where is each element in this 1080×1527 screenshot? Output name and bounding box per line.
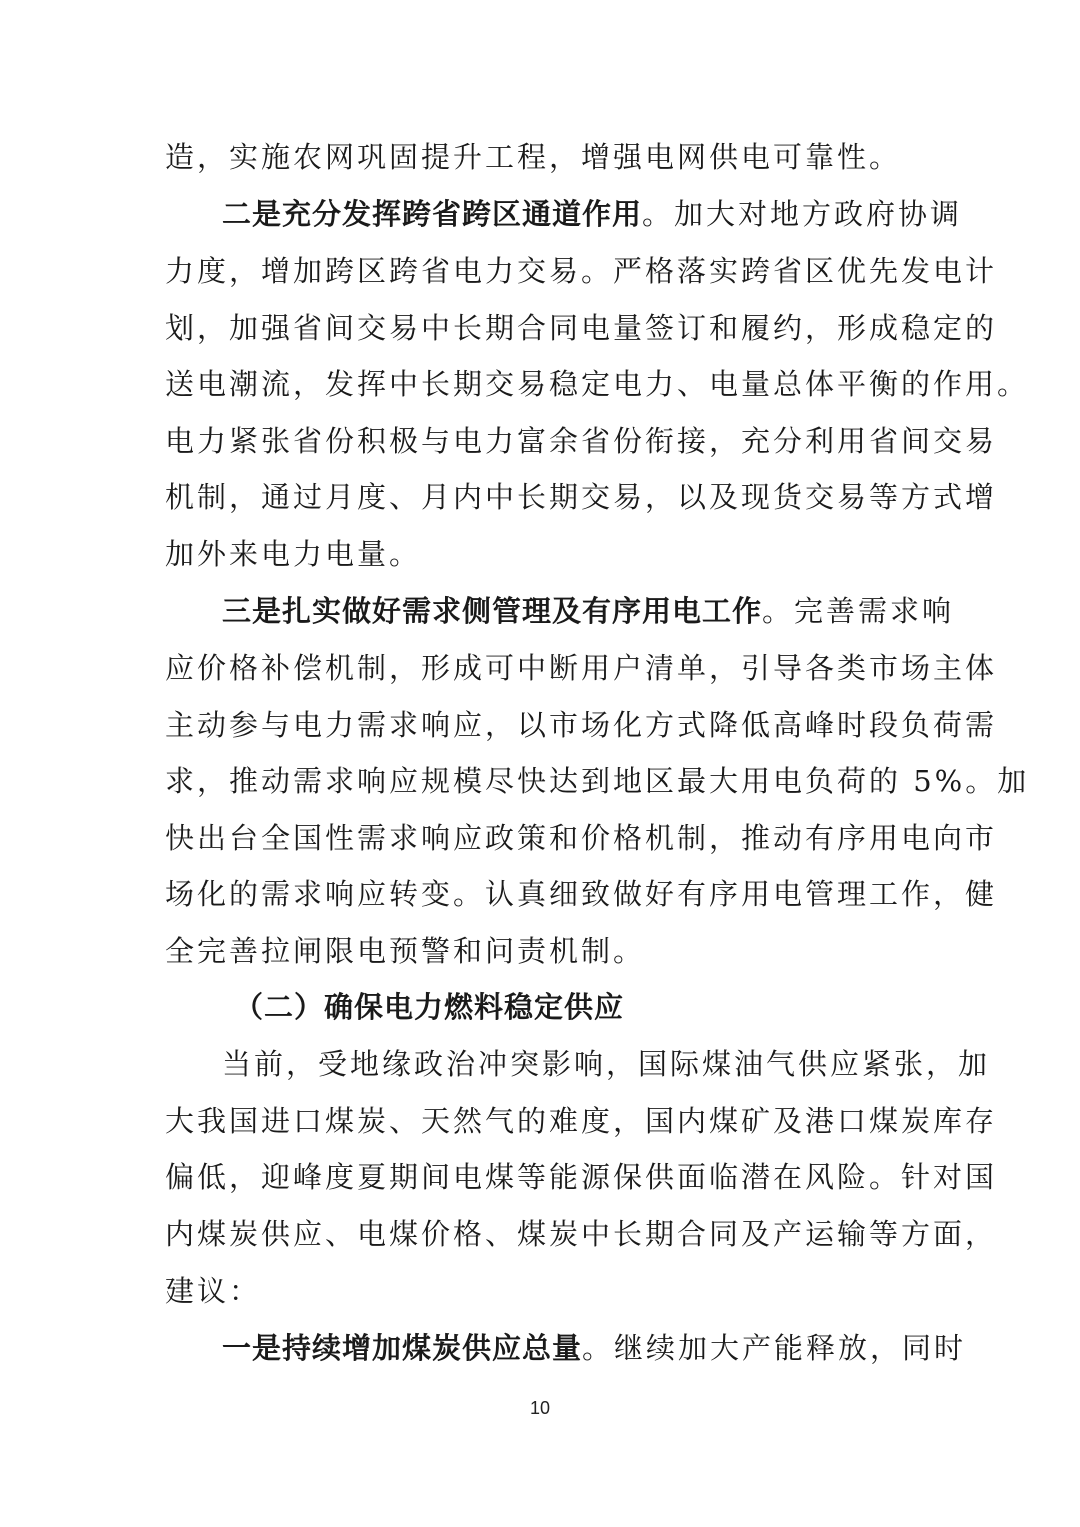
text: 。加大对地方政府协调	[642, 197, 963, 231]
body-line	[165, 874, 997, 914]
body-line	[165, 648, 997, 688]
paragraph-start	[222, 1328, 966, 1368]
text: 偏低，迎峰度夏期间电煤等能源保供面临潜在风险。针对国	[165, 1160, 998, 1194]
body-line	[165, 931, 645, 971]
section-heading	[234, 987, 624, 1027]
bold-lead: 二是充分发挥跨省跨区通道作用	[222, 197, 643, 231]
body-line	[165, 705, 997, 745]
body-line	[165, 251, 997, 291]
text: 主动参与电力需求响应，以市场化方式降低高峰时段负荷需	[165, 708, 998, 742]
text: 全完善拉闸限电预警和问责机制。	[165, 934, 646, 968]
body-line	[165, 308, 997, 348]
text: 划，加强省间交易中长期合同电量签订和履约，形成稳定的	[165, 311, 998, 345]
body-line	[165, 364, 1029, 404]
text: 力度，增加跨区跨省电力交易。严格落实跨省区优先发电计	[165, 254, 998, 288]
text: 大我国进口煤炭、天然气的难度，国内煤矿及港口煤炭库存	[165, 1104, 998, 1138]
text: 快出台全国性需求响应政策和价格机制，推动有序用电向市	[165, 821, 998, 855]
text: 内煤炭供应、电煤价格、煤炭中长期合同及产运输等方面，	[165, 1217, 998, 1251]
text: 应价格补偿机制，形成可中断用户清单，引导各类市场主体	[165, 651, 998, 685]
text: 。完善需求响	[762, 594, 955, 628]
body-line	[165, 1101, 997, 1141]
paragraph-start	[222, 1044, 990, 1084]
text: 求，推动需求响应规模尽快达到地区最大用电负荷的 5%。加	[165, 764, 1030, 798]
text: 加外来电力电量。	[165, 537, 422, 571]
text: 造，实施农网巩固提升工程，增强电网供电可靠性。	[165, 140, 902, 174]
body-line	[165, 1271, 261, 1311]
body-line	[165, 818, 997, 858]
body-line	[165, 1157, 997, 1197]
text: 送电潮流，发挥中长期交易稳定电力、电量总体平衡的作用。	[165, 367, 1030, 401]
bold-lead: 一是持续增加煤炭供应总量	[222, 1331, 583, 1365]
body-line	[165, 421, 997, 461]
page-number: 10	[529, 1398, 551, 1418]
text: 场化的需求响应转变。认真细致做好有序用电管理工作，健	[165, 877, 998, 911]
text: 机制，通过月度、月内中长期交易，以及现货交易等方式增	[165, 480, 998, 514]
text: 当前，受地缘政治冲突影响，国际煤油气供应紧张，加	[222, 1047, 991, 1081]
body-line	[165, 534, 421, 574]
body-line	[165, 1214, 997, 1254]
text: 。继续加大产能释放，同时	[582, 1331, 967, 1365]
paragraph-start	[222, 591, 954, 631]
text: 电力紧张省份积极与电力富余省份衔接，充分利用省间交易	[165, 424, 998, 458]
heading-text: （二）确保电力燃料稳定供应	[234, 990, 625, 1024]
body-line	[165, 477, 997, 517]
body-line	[165, 137, 901, 177]
body-line	[165, 761, 1029, 801]
paragraph-start	[222, 194, 962, 234]
text: 建议：	[165, 1274, 262, 1308]
bold-lead: 三是扎实做好需求侧管理及有序用电工作	[222, 594, 763, 628]
